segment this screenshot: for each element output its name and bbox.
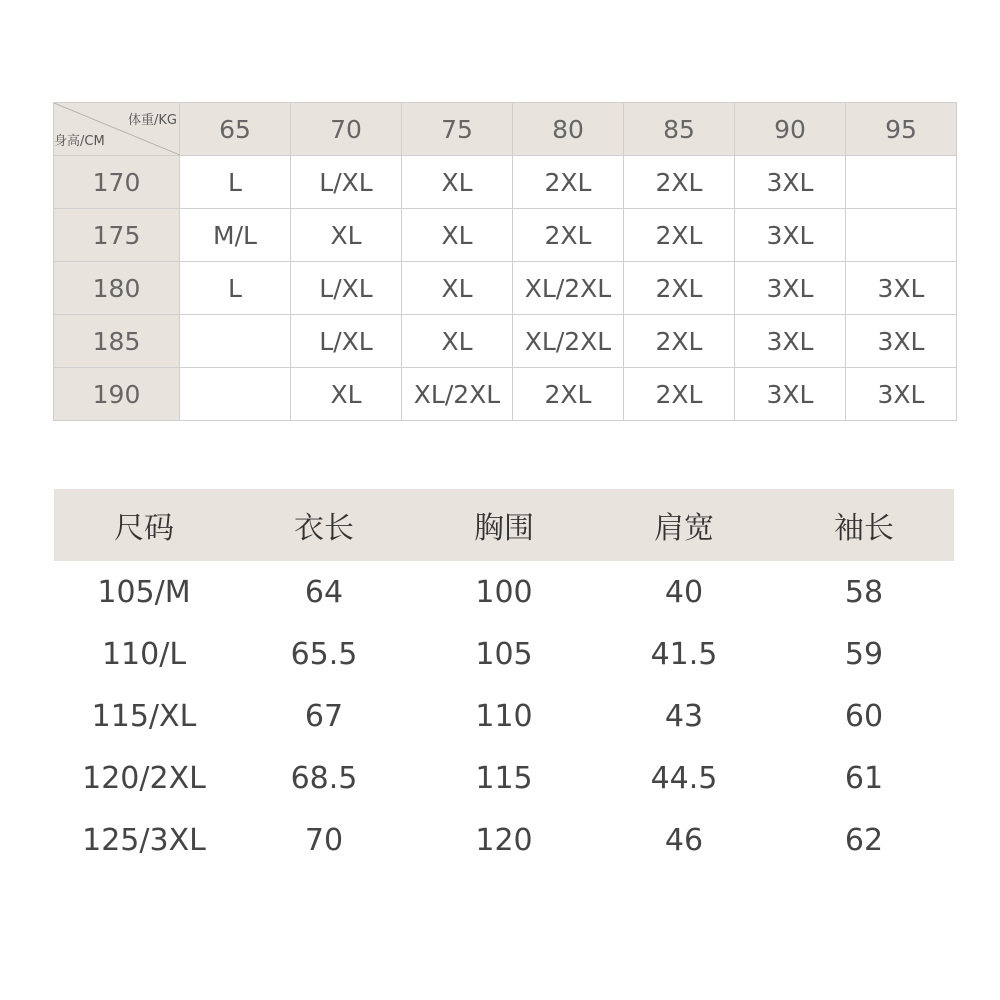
size-label: 115/XL xyxy=(91,698,197,734)
header-size: 尺码 xyxy=(54,489,234,561)
size-cell: 3XL xyxy=(735,368,846,421)
chest-value: 105 xyxy=(475,636,533,672)
size-cell: L xyxy=(180,262,291,315)
height-header: 180 xyxy=(54,262,180,315)
sleeve-value: 59 xyxy=(844,636,884,672)
weight-header: 90 xyxy=(735,103,846,156)
size-cell: XL xyxy=(402,262,513,315)
length-value: 64 xyxy=(304,574,344,610)
header-shoulder: 肩宽 xyxy=(594,489,774,561)
table-row xyxy=(54,262,957,315)
size-cell: XL xyxy=(291,209,402,262)
weight-header: 95 xyxy=(846,103,957,156)
chest-value: 115 xyxy=(475,760,533,796)
size-cell xyxy=(180,315,291,368)
size-label: 110/L xyxy=(101,636,187,672)
garment-measurements-table xyxy=(54,489,954,871)
size-cell: XL xyxy=(402,315,513,368)
height-header: 185 xyxy=(54,315,180,368)
weight-header: 70 xyxy=(291,103,402,156)
height-header: 170 xyxy=(54,156,180,209)
sleeve-value: 58 xyxy=(844,574,884,610)
table-row xyxy=(54,747,954,809)
size-cell: XL/2XL xyxy=(513,315,624,368)
size-cell: L/XL xyxy=(291,156,402,209)
size-cell xyxy=(846,156,957,209)
weight-header: 80 xyxy=(513,103,624,156)
size-cell: 2XL xyxy=(513,209,624,262)
sleeve-value: 60 xyxy=(844,698,884,734)
size-cell: XL/2XL xyxy=(513,262,624,315)
size-cell: M/L xyxy=(180,209,291,262)
size-label: 105/M xyxy=(97,574,191,610)
size-cell: XL xyxy=(402,156,513,209)
size-label: 125/3XL xyxy=(82,822,206,858)
length-value: 68.5 xyxy=(290,760,358,796)
size-cell: 2XL xyxy=(624,209,735,262)
height-axis-label: 身高/CM xyxy=(54,134,105,149)
size-cell: L/XL xyxy=(291,315,402,368)
size-cell xyxy=(846,209,957,262)
chest-value: 110 xyxy=(475,698,533,734)
table-row xyxy=(54,368,957,421)
weight-header: 75 xyxy=(402,103,513,156)
header-length: 衣长 xyxy=(234,489,414,561)
size-cell: 3XL xyxy=(735,262,846,315)
length-value: 67 xyxy=(304,698,344,734)
length-value: 65.5 xyxy=(290,636,358,672)
chest-value: 100 xyxy=(475,574,533,610)
size-cell: 2XL xyxy=(513,368,624,421)
table-row xyxy=(54,209,957,262)
size-cell: 2XL xyxy=(624,368,735,421)
size-cell: 2XL xyxy=(513,156,624,209)
weight-axis-label: 体重/KG xyxy=(128,113,177,128)
size-cell: 2XL xyxy=(624,156,735,209)
table-row xyxy=(54,623,954,685)
sleeve-value: 62 xyxy=(844,822,884,858)
size-cell: XL/2XL xyxy=(402,368,513,421)
size-cell: XL xyxy=(402,209,513,262)
size-cell: 3XL xyxy=(846,262,957,315)
shoulder-value: 46 xyxy=(664,822,704,858)
shoulder-value: 40 xyxy=(664,574,704,610)
header-sleeve: 袖长 xyxy=(774,489,954,561)
weight-header: 65 xyxy=(180,103,291,156)
size-cell: L/XL xyxy=(291,262,402,315)
height-header: 175 xyxy=(54,209,180,262)
weight-header-row xyxy=(54,103,957,156)
table-row xyxy=(54,809,954,871)
length-value: 70 xyxy=(304,822,344,858)
size-recommendation-table xyxy=(53,102,957,421)
weight-header: 85 xyxy=(624,103,735,156)
shoulder-value: 41.5 xyxy=(650,636,718,672)
table-row xyxy=(54,561,954,623)
shoulder-value: 43 xyxy=(664,698,704,734)
sleeve-value: 61 xyxy=(844,760,884,796)
size-cell: 3XL xyxy=(735,315,846,368)
size-cell: 2XL xyxy=(624,315,735,368)
size-cell: 3XL xyxy=(735,156,846,209)
size-cell: 2XL xyxy=(624,262,735,315)
size-cell: XL xyxy=(291,368,402,421)
corner-cell xyxy=(54,103,180,156)
size-cell xyxy=(180,368,291,421)
size-cell: L xyxy=(180,156,291,209)
size-cell: 3XL xyxy=(735,209,846,262)
chest-value: 120 xyxy=(475,822,533,858)
size-label: 120/2XL xyxy=(82,760,206,796)
shoulder-value: 44.5 xyxy=(650,760,718,796)
table-row xyxy=(54,156,957,209)
size-cell: 3XL xyxy=(846,368,957,421)
table-row xyxy=(54,315,957,368)
measurement-header-row xyxy=(54,489,954,561)
header-chest: 胸围 xyxy=(414,489,594,561)
height-header: 190 xyxy=(54,368,180,421)
table-row xyxy=(54,685,954,747)
size-cell: 3XL xyxy=(846,315,957,368)
